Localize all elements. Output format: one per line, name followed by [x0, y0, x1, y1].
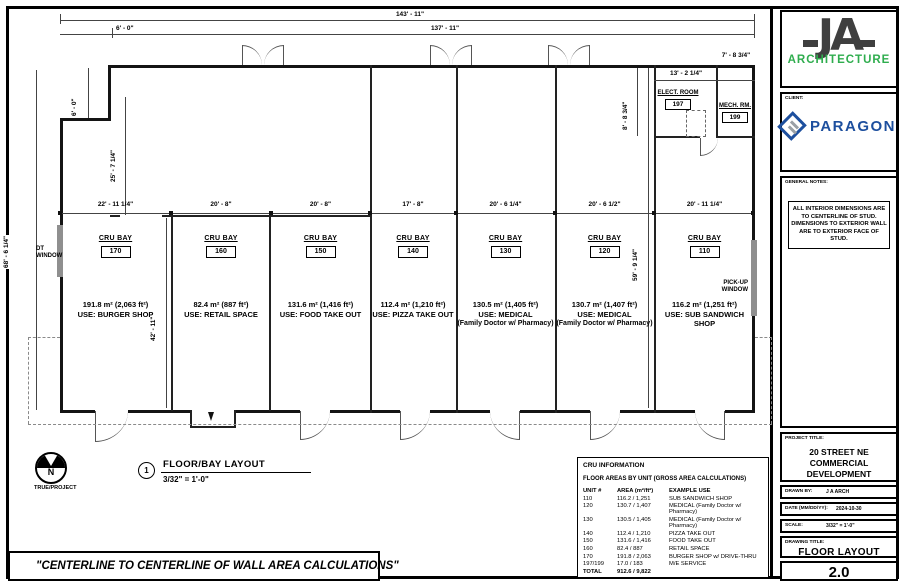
bay-area-use [453, 300, 558, 329]
dim-line [60, 34, 112, 35]
drawing-title: FLOOR LAYOUT [798, 547, 880, 558]
bay-area-use [268, 300, 373, 319]
dim-main-width: 137' - 11" [430, 25, 460, 32]
dim-tick [112, 28, 113, 38]
bay-170 [63, 65, 168, 410]
dim-mech-band: 8' - 8 3/4" [622, 101, 629, 130]
drawn-by-value: J A ARCH [826, 489, 850, 495]
cru-cell: 116.2 / 1,251 [617, 495, 651, 502]
north-letter: N [47, 467, 55, 477]
bay-name: CRU BAY [303, 235, 338, 242]
partition-wall [370, 65, 372, 413]
view-number-bubble: 1 [138, 462, 155, 479]
bay-area: 82.4 m² (887 ft²) [193, 300, 249, 309]
bay-160 [174, 65, 268, 410]
mech-room-label [714, 103, 756, 123]
sidewalk-dashed-line [28, 337, 60, 338]
cru-cell: 82.4 / 887 [617, 545, 643, 552]
date-box [780, 502, 898, 516]
firm-logo-box [780, 10, 898, 88]
cru-title: CRU INFORMATION [583, 462, 645, 469]
cru-cell: 197/199 [583, 561, 604, 568]
entry-arrow-icon [208, 412, 214, 421]
dim-overall-width: 143' - 11" [395, 11, 425, 18]
room-tag: 197 [665, 99, 691, 110]
bay-use-detail: (Family Doctor w/ Pharmacy) [457, 320, 554, 327]
scale-value: 3/32" = 1'-0" [826, 523, 855, 529]
paragon-diamond-icon [777, 111, 807, 141]
room-name: MECH. RM. [719, 103, 751, 109]
scale-label: SCALE: [785, 523, 803, 528]
dim-bay160-depth: 42' - 11" [150, 316, 157, 341]
cru-cell: 191.8 / 2,063 [617, 553, 651, 560]
bay-use: USE: PIZZA TAKE OUT [372, 309, 454, 319]
north-arrow-icon [35, 452, 67, 484]
cru-cell: 17.0 / 183 [617, 561, 643, 568]
bay-140 [373, 65, 453, 410]
bay-width-dim: 22' - 11 1/4" [97, 201, 134, 208]
dim-bay-depth: 59' - 9 1/4" [632, 248, 639, 281]
client-label: CLIENT: [785, 96, 804, 101]
date-label: DATE (MM/DD/YY): [785, 506, 828, 511]
cru-cell: 140 [583, 530, 593, 537]
cru-total-label: TOTAL [583, 568, 602, 575]
bay-name: CRU BAY [204, 235, 238, 242]
north-arrow [34, 452, 77, 491]
bay-use: USE: FOOD TAKE OUT [279, 309, 362, 319]
dim-line [112, 34, 755, 35]
cru-total-value: 912.6 / 9,822 [617, 568, 651, 575]
bay-tag: 130 [491, 246, 521, 258]
bay-tag: 170 [101, 246, 131, 258]
cru-cell: BURGER SHOP w/ DRIVE-THRU [669, 553, 757, 560]
sidewalk-dashed-line [28, 337, 29, 424]
bay-area-use [168, 300, 274, 319]
cru-cell: 112.4 / 1,210 [617, 530, 651, 537]
dim-elect-width: 13' - 2 1/4" [669, 70, 703, 77]
view-title [138, 459, 311, 484]
cru-cell: PIZZA TAKE OUT [669, 530, 716, 537]
dim-node [58, 211, 62, 215]
titleblock-divider [770, 6, 773, 579]
dt-window-label: DT WINDOW [36, 246, 63, 259]
firm-subname: ARCHITECTURE [787, 54, 891, 66]
north-caption: TRUE/PROJECT [34, 485, 77, 491]
bay-name: CRU BAY [687, 235, 722, 242]
bay-120 [558, 65, 651, 410]
logo-bar [860, 40, 875, 47]
cru-header: UNIT # [583, 488, 602, 494]
view-scale: 3/32" = 1'-0" [163, 475, 209, 484]
partition-wall [555, 65, 557, 413]
view-title-text: FLOOR/BAY LAYOUT [161, 459, 311, 473]
bay-area: 130.7 m² (1,407 ft²) [571, 300, 638, 309]
bay-tag: 140 [398, 246, 428, 258]
cru-cell: FOOD TAKE OUT [669, 538, 716, 545]
dim-line [60, 20, 755, 21]
room-tag: 199 [722, 112, 748, 123]
bay-area: 191.8 m² (2,063 ft²) [82, 300, 149, 309]
project-title: 20 STREET NE COMMERCIAL DEVELOPMENT [806, 447, 872, 479]
elect-room-label [656, 90, 700, 110]
cru-information-table [577, 457, 769, 578]
dim-node [368, 211, 372, 215]
bay-tag: 150 [306, 246, 336, 258]
bay-width-dim: 20' - 6 1/2" [588, 201, 621, 208]
dim-node [269, 211, 273, 215]
bottom-note-text: "CENTERLINE TO CENTERLINE OF WALL AREA CALCULATIONS" [36, 560, 399, 572]
firm-name: JA [817, 10, 861, 61]
cru-header: AREA (m²/ft²) [617, 488, 654, 494]
bay-width-dim: 20' - 11 1/4" [686, 201, 723, 208]
dim-line [36, 70, 37, 410]
bay-tag: 110 [690, 246, 720, 258]
dim-rear-depth: 25' - 7 1/4" [110, 149, 117, 182]
cru-header: EXAMPLE USE [669, 488, 711, 494]
bay-width-dim: 20' - 8" [210, 201, 232, 208]
bay-area-use [57, 300, 174, 319]
general-note-text: ALL INTERIOR DIMENSIONS ARE TO CENTERLINE OF STUD. DIMENSIONS TO EXTERIOR WALL ARE TO EXTERIOR FACE OF STUD. [788, 201, 890, 249]
dim-tick [60, 14, 61, 24]
dim-node [454, 211, 458, 215]
sheet-number: 2.0 [828, 564, 850, 581]
bay-use: USE: SUB SANDWICH SHOP [664, 309, 745, 328]
cru-cell: 170 [583, 553, 593, 560]
bay-name: CRU BAY [98, 235, 133, 242]
general-notes-label: GENERAL NOTES: [785, 180, 828, 185]
drawn-by-label: DRAWN BY: [785, 489, 813, 494]
general-notes-box [780, 176, 898, 428]
cru-cell: 110 [583, 495, 593, 502]
dim-node [553, 211, 557, 215]
drawing-title-box [780, 536, 898, 558]
partition-wall [654, 65, 656, 413]
project-title-box [780, 432, 898, 482]
sheet-number-box [780, 561, 898, 581]
cru-cell: SUB SANDWICH SHOP [669, 495, 733, 502]
bay-name: CRU BAY [488, 235, 523, 242]
bay-width-dim: 20' - 8" [309, 201, 332, 208]
dim-mech-width: 7' - 8 3/4" [721, 52, 751, 59]
bay-tag: 160 [206, 246, 236, 258]
sidewalk-dashed-line [755, 337, 772, 338]
cru-subtitle: FLOOR AREAS BY UNIT (GROSS AREA CALCULATIONS) [583, 476, 747, 482]
bay-130 [459, 65, 552, 410]
bay-use: USE: MEDICAL [577, 309, 632, 319]
bay-use-detail: (Family Doctor w/ Pharmacy) [556, 320, 653, 327]
vestibule-wall [190, 426, 236, 428]
cru-cell: 131.6 / 1,416 [617, 538, 651, 545]
sidewalk-dashed-line [771, 337, 772, 424]
bay-use: USE: MEDICAL [478, 309, 533, 319]
bay-width-dim: 20' - 6 1/4" [489, 201, 522, 208]
bay-width-dim: 17' - 8" [402, 201, 424, 208]
bay-area-use [552, 300, 657, 329]
cru-cell: 120 [583, 503, 593, 510]
pickup-window-label: PICK-UP WINDOW [721, 280, 748, 293]
bay-use: USE: BURGER SHOP [77, 309, 154, 319]
cru-cell: 130 [583, 516, 593, 523]
date-value: 2024-10-30 [836, 506, 862, 512]
bay-area: 116.2 m² (1,251 ft²) [671, 300, 738, 309]
cru-cell: 130.7 / 1,407 [617, 503, 651, 510]
cru-cell: 130.5 / 1,405 [617, 516, 651, 523]
client-logo [782, 115, 896, 137]
scale-box [780, 519, 898, 533]
bay-area: 131.6 m² (1,416 ft²) [287, 300, 354, 309]
logo-bar [803, 40, 818, 47]
bay-150 [274, 65, 367, 410]
client-name: PARAGON [809, 117, 896, 135]
bay-area-use [359, 300, 467, 319]
bottom-note-box [8, 551, 399, 581]
partition-wall [456, 65, 458, 413]
drawing-title-label: DRAWING TITLE: [785, 540, 825, 545]
cru-grid [583, 488, 763, 575]
bay-name: CRU BAY [396, 235, 430, 242]
dim-node [169, 211, 173, 215]
dim-notch-width: 6' - 0" [116, 25, 134, 32]
project-title-label: PROJECT TITLE: [785, 436, 824, 441]
bay-area: 112.4 m² (1,210 ft²) [380, 300, 446, 309]
cru-cell: 150 [583, 538, 593, 545]
north-arrow-notch [44, 454, 58, 466]
sidewalk-dashed-line [28, 424, 772, 425]
cru-cell: RETAIL SPACE [669, 545, 710, 552]
drawn-by-box [780, 485, 898, 499]
cru-cell: MEDICAL (Family Doctor w/ Pharmacy) [669, 503, 742, 516]
bay-area-use [659, 300, 750, 329]
cru-cell: M/E SERVICE [669, 561, 707, 568]
dim-tick [754, 14, 755, 38]
bay-tag: 120 [590, 246, 620, 258]
cru-cell: MEDICAL (Family Doctor w/ Pharmacy) [669, 516, 742, 530]
dim-node [652, 211, 656, 215]
bay-name: CRU BAY [587, 235, 622, 242]
dim-notch-height: 6' - 0" [71, 98, 78, 116]
dim-left-total: 68' - 6 1/4" [3, 235, 10, 268]
room-name: ELECT. ROOM [657, 90, 699, 96]
client-box [780, 92, 898, 172]
bay-use: USE: RETAIL SPACE [184, 309, 258, 319]
bay-area: 130.5 m² (1,405 ft²) [472, 300, 539, 309]
cru-cell: 160 [583, 545, 593, 552]
